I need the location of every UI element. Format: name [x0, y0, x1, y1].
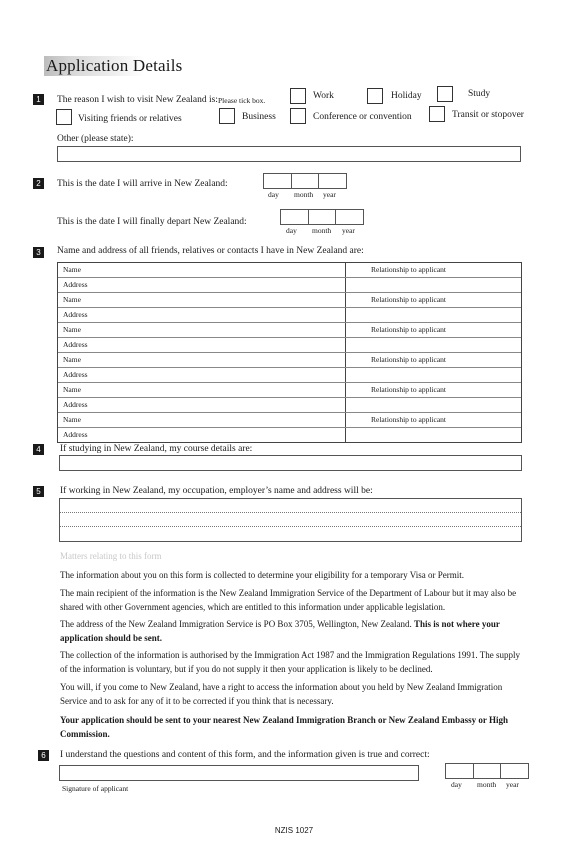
conference-label: Conference or convention: [313, 112, 412, 122]
name-cell: Name: [58, 353, 346, 367]
section-number-1: 1: [33, 94, 44, 105]
contacts-table: [57, 262, 522, 443]
contact-address-row-1[interactable]: [58, 278, 521, 293]
other-label: Other (please state):: [57, 134, 134, 144]
arrive-month-caption: month: [294, 190, 314, 199]
study-checkbox[interactable]: [437, 86, 453, 102]
contact-name-row-4[interactable]: [58, 353, 521, 368]
course-details-input[interactable]: [59, 455, 522, 471]
send-instruction: Your application should be sent to your nearest New Zealand Immigration Branch or New Zealand Embassy or High Commission.: [60, 715, 508, 739]
contact-name-row-2[interactable]: [58, 293, 521, 308]
address-cell: Address: [58, 398, 346, 412]
privacy-paragraph-1: The information about you on this form is collected to determine your eligibility for a temporary Visa or Permit.: [60, 570, 464, 580]
faded-heading: Matters relating to this form: [60, 551, 162, 561]
contact-address-row-3[interactable]: [58, 338, 521, 353]
work-details-input[interactable]: [59, 498, 522, 542]
name-cell: Name: [58, 413, 346, 427]
privacy-paragraph-3: [60, 617, 520, 645]
relationship-cell: Relationship to applicant: [371, 385, 446, 394]
name-cell: Name: [58, 323, 346, 337]
visiting-label: Visiting friends or relatives: [78, 114, 182, 124]
conference-checkbox[interactable]: [290, 108, 306, 124]
contacts-label: Name and address of all friends, relatives or contacts I have in New Zealand are:: [57, 246, 364, 256]
signature-field[interactable]: [59, 765, 419, 781]
business-label: Business: [242, 112, 276, 122]
page-title: Application Details: [44, 56, 188, 76]
contact-name-row-5[interactable]: [58, 383, 521, 398]
arrive-year-caption: year: [323, 190, 336, 199]
sig-month-caption: month: [477, 780, 497, 789]
address-cell: Address: [58, 428, 346, 442]
depart-date-field[interactable]: [280, 209, 364, 225]
relationship-cell: Relationship to applicant: [371, 295, 446, 304]
other-input[interactable]: [57, 146, 521, 162]
course-label: If studying in New Zealand, my course details are:: [60, 444, 253, 454]
section-number-4: 4: [33, 444, 44, 455]
arrive-day-caption: day: [268, 190, 279, 199]
contact-address-row-4[interactable]: [58, 368, 521, 383]
sig-year-caption: year: [506, 780, 519, 789]
arrive-label: This is the date I will arrive in New Zealand:: [57, 179, 228, 189]
depart-year-caption: year: [342, 226, 355, 235]
depart-month-caption: month: [312, 226, 332, 235]
depart-day-caption: day: [286, 226, 297, 235]
relationship-cell: Relationship to applicant: [371, 325, 446, 334]
reason-question: The reason I wish to visit New Zealand is:: [57, 95, 218, 105]
signature-caption: Signature of applicant: [62, 784, 129, 793]
privacy-paragraph-5: You will, if you come to New Zealand, have a right to access the information about you held by New Zealand Immigration Service and to ask for any of it to be corrected if you think that is necessary.: [60, 682, 503, 706]
address-cell: Address: [58, 278, 346, 292]
form-code: NZIS 1027: [274, 826, 314, 835]
study-label: Study: [468, 89, 491, 99]
privacy-paragraph-2: The main recipient of the information is the New Zealand Immigration Service of the Department of Labour but it may also be shared with other Government agencies, which are entitled to this information under applicable legislation.: [60, 588, 517, 612]
visiting-checkbox[interactable]: [56, 109, 72, 125]
holiday-label: Holiday: [391, 91, 422, 101]
section-number-6: 6: [38, 750, 49, 761]
privacy-paragraph-4: The collection of the information is authorised by the Immigration Act 1987 and the Immigration Regulations 1991. The supply of the information is voluntary, but if you do not supply it then your application is likely to be declined.: [60, 650, 520, 674]
relationship-cell: Relationship to applicant: [371, 415, 446, 424]
signature-date-field[interactable]: [445, 763, 529, 779]
name-cell: Name: [58, 383, 346, 397]
work-details-label: If working in New Zealand, my occupation, employer’s name and address will be:: [60, 486, 373, 496]
section-number-3: 3: [33, 247, 44, 258]
section-number-2: 2: [33, 178, 44, 189]
address-cell: Address: [58, 338, 346, 352]
name-cell: Name: [58, 263, 346, 277]
arrive-date-field[interactable]: [263, 173, 347, 189]
work-checkbox[interactable]: [290, 88, 306, 104]
business-checkbox[interactable]: [219, 108, 235, 124]
section-number-5: 5: [33, 486, 44, 497]
contact-address-row-6[interactable]: [58, 428, 521, 442]
address-cell: Address: [58, 308, 346, 322]
not-sent-here-text: This is not where your application should be sent.: [60, 619, 500, 643]
relationship-cell: Relationship to applicant: [371, 355, 446, 364]
tick-hint: Please tick box.: [218, 96, 266, 105]
holiday-checkbox[interactable]: [367, 88, 383, 104]
sig-day-caption: day: [451, 780, 462, 789]
address-cell: Address: [58, 368, 346, 382]
contact-address-row-2[interactable]: [58, 308, 521, 323]
address-text: The address of the New Zealand Immigration Service is PO Box 3705, Wellington, New Zealand.: [60, 619, 415, 629]
transit-label: Transit or stopover: [452, 110, 524, 120]
work-label: Work: [313, 91, 334, 101]
contact-name-row-3[interactable]: [58, 323, 521, 338]
transit-checkbox[interactable]: [429, 106, 445, 122]
relationship-cell: Relationship to applicant: [371, 265, 446, 274]
depart-label: This is the date I will finally depart New Zealand:: [57, 217, 247, 227]
contact-name-row-1[interactable]: [58, 263, 521, 278]
contact-name-row-6[interactable]: [58, 413, 521, 428]
declaration-label: I understand the questions and content of this form, and the information given is true and correct:: [60, 750, 430, 760]
contact-address-row-5[interactable]: [58, 398, 521, 413]
name-cell: Name: [58, 293, 346, 307]
